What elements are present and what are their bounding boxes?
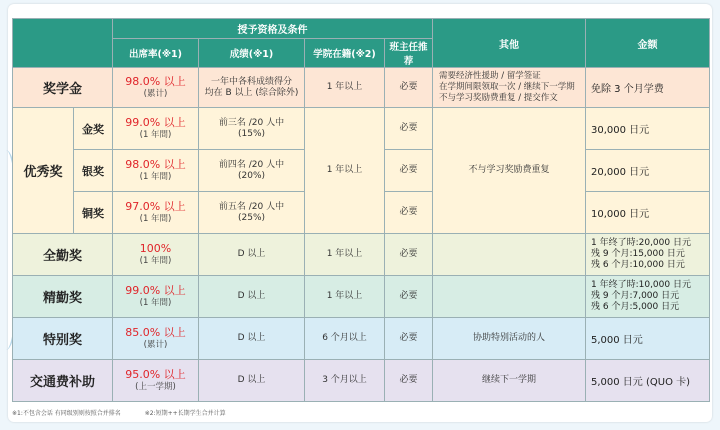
attendance-value: 85.0% 以上 xyxy=(125,325,186,339)
other-cell: 需要经济性援助 / 留学签证 在学期间限领取一次 / 继续下一学期 不与学习奖励费重复 / 提交作文 xyxy=(433,68,586,108)
enrollment-cell: 1 年以上 xyxy=(305,68,385,108)
header-blank xyxy=(13,19,113,68)
header-other: 其他 xyxy=(433,19,586,68)
attendance-value: 99.0% 以上 xyxy=(125,283,186,297)
category-transport: 交通费补助 xyxy=(13,360,113,402)
enrollment-cell: 3 个月以上 xyxy=(305,360,385,402)
subcategory-gold: 金奖 xyxy=(74,108,113,150)
grades-cell: D 以上 xyxy=(199,276,305,318)
attendance-note: (累计) xyxy=(143,339,168,350)
recommend-cell: 必要 xyxy=(385,108,433,150)
grades-cell: 前四名 /20 人中 (20%) xyxy=(199,150,305,192)
amount-cell: 5,000 日元 xyxy=(586,318,710,360)
amount-cell: 免除 3 个月学费 xyxy=(586,68,710,108)
footnote-1: ※1:不包含会话 有同级别则按照合并排名 xyxy=(12,410,121,417)
header-group: 授予资格及条件 xyxy=(113,19,433,39)
header-enrollment: 学院在籍(※2) xyxy=(305,39,385,68)
recommend-cell: 必要 xyxy=(385,318,433,360)
other-cell xyxy=(433,276,586,318)
recommend-cell: 必要 xyxy=(385,360,433,402)
grades-cell: D 以上 xyxy=(199,360,305,402)
attendance-note: (1 年間) xyxy=(139,213,172,224)
amount-cell: 1 年终了時:10,000 日元 残 9 个月:7,000 日元 残 6 个月:5,000 日元 xyxy=(586,276,710,318)
amount-cell: 20,000 日元 xyxy=(586,150,710,192)
category-diligent: 精勤奖 xyxy=(13,276,113,318)
attendance-cell xyxy=(113,234,199,276)
attendance-value: 97.0% 以上 xyxy=(125,199,186,213)
grades-cell: D 以上 xyxy=(199,318,305,360)
subcategory-silver: 银奖 xyxy=(74,150,113,192)
attendance-note: (1 年間) xyxy=(139,129,172,140)
recommend-cell: 必要 xyxy=(385,192,433,234)
category-scholarship: 奖学金 xyxy=(13,68,113,108)
amount-cell: 5,000 日元 (QUO 卡) xyxy=(586,360,710,402)
grades-cell: 前三名 /20 人中 (15%) xyxy=(199,108,305,150)
other-cell: 继续下一学期 xyxy=(433,360,586,402)
recommend-cell: 必要 xyxy=(385,150,433,192)
header-grades: 成绩(※1) xyxy=(199,39,305,68)
attendance-cell xyxy=(113,150,199,192)
enrollment-cell: 6 个月以上 xyxy=(305,318,385,360)
attendance-cell xyxy=(113,276,199,318)
grades-cell: D 以上 xyxy=(199,234,305,276)
subcategory-bronze: 铜奖 xyxy=(74,192,113,234)
attendance-value: 99.0% 以上 xyxy=(125,115,186,129)
other-cell xyxy=(433,234,586,276)
footnote-2: ※2:短期++长期学生合并计算 xyxy=(144,410,226,417)
header-recommend: 班主任推荐 xyxy=(385,39,433,68)
attendance-cell xyxy=(113,108,199,150)
category-special: 特别奖 xyxy=(13,318,113,360)
attendance-cell xyxy=(113,68,199,108)
recommend-cell: 必要 xyxy=(385,68,433,108)
other-cell: 不与学习奖励费重复 xyxy=(433,108,586,234)
enrollment-cell: 1 年以上 xyxy=(305,108,385,234)
attendance-cell xyxy=(113,360,199,402)
header-attendance: 出席率(※1) xyxy=(113,39,199,68)
grades-cell: 一年中各科成绩得分 均在 B 以上 (综合除外) xyxy=(199,68,305,108)
scholarship-table xyxy=(12,18,710,402)
attendance-value: 98.0% 以上 xyxy=(125,74,186,88)
enrollment-cell: 1 年以上 xyxy=(305,234,385,276)
amount-cell: 1 年终了時:20,000 日元 残 9 个月:15,000 日元 残 6 个月:10,000 日元 xyxy=(586,234,710,276)
recommend-cell: 必要 xyxy=(385,234,433,276)
amount-cell: 10,000 日元 xyxy=(586,192,710,234)
attendance-value: 95.0% 以上 xyxy=(125,367,186,381)
attendance-note: (1 年間) xyxy=(139,171,172,182)
attendance-cell xyxy=(113,318,199,360)
other-cell: 协助特别活动的人 xyxy=(433,318,586,360)
footnotes xyxy=(12,408,248,417)
recommend-cell: 必要 xyxy=(385,276,433,318)
row-special xyxy=(13,318,710,360)
attendance-note: (上一学期) xyxy=(135,381,176,392)
row-gold xyxy=(13,108,710,150)
row-diligent xyxy=(13,276,710,318)
attendance-note: (累计) xyxy=(143,88,168,99)
attendance-note: (1 年間) xyxy=(139,297,172,308)
category-perfect: 全勤奖 xyxy=(13,234,113,276)
row-transport xyxy=(13,360,710,402)
header-row-1 xyxy=(13,19,710,39)
attendance-value: 100% xyxy=(139,241,172,255)
amount-cell: 30,000 日元 xyxy=(586,108,710,150)
row-scholarship xyxy=(13,68,710,108)
enrollment-cell: 1 年以上 xyxy=(305,276,385,318)
attendance-cell xyxy=(113,192,199,234)
attendance-value: 98.0% 以上 xyxy=(125,157,186,171)
category-excellent: 优秀奖 xyxy=(13,108,74,234)
row-perfect xyxy=(13,234,710,276)
header-amount: 金额 xyxy=(586,19,710,68)
grades-cell: 前五名 /20 人中 (25%) xyxy=(199,192,305,234)
attendance-note: (1 年間) xyxy=(139,255,172,266)
